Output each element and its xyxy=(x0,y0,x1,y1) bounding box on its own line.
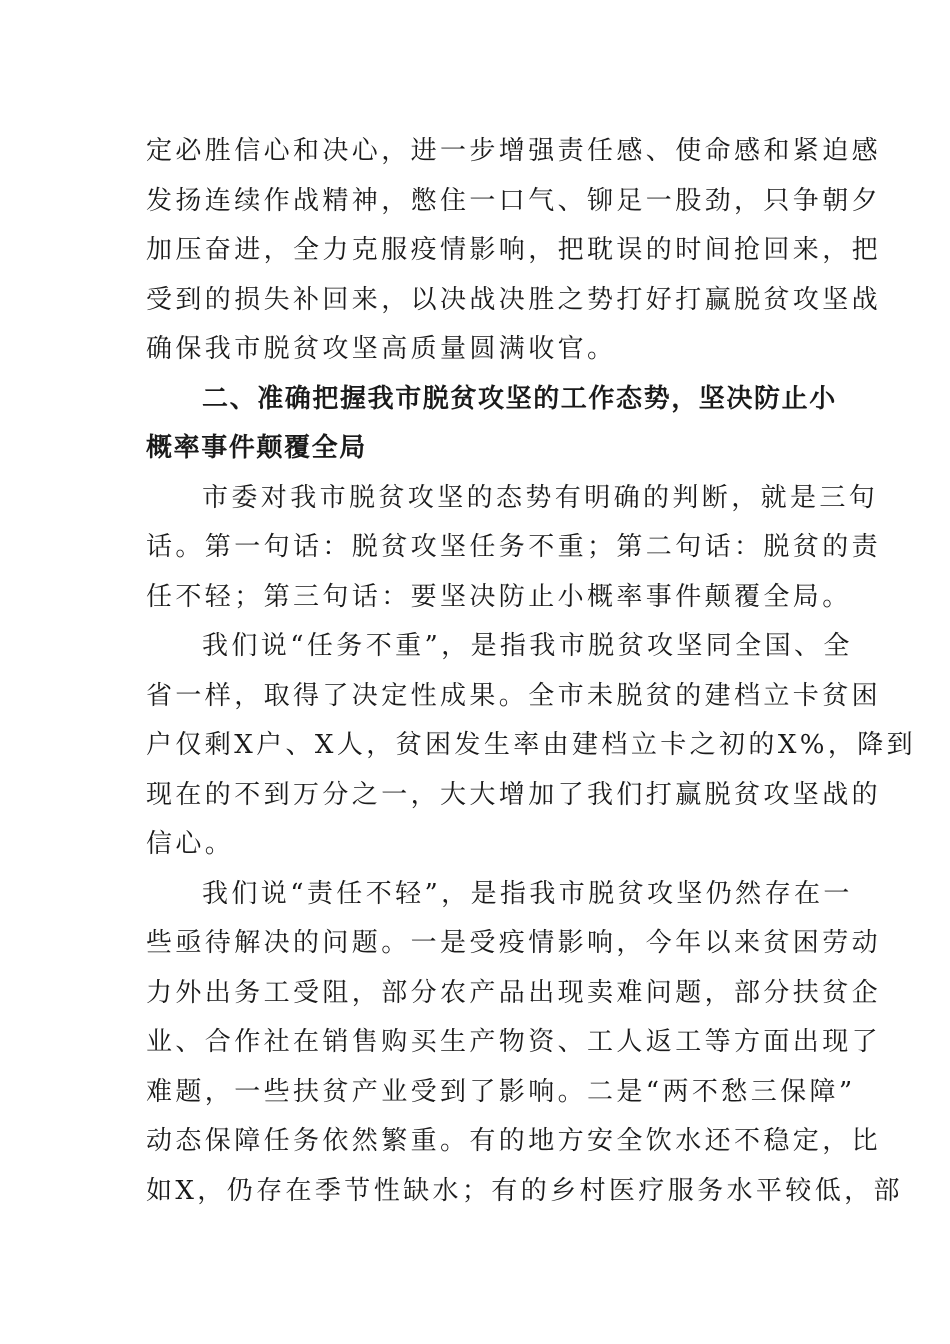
text-line: 动态保障任务依然繁重。有的地方安全饮水还不稳定，比 xyxy=(146,1126,882,1156)
text-line: 户仅剩X户、X人，贫困发生率由建档立卡之初的X%，降到 xyxy=(146,730,917,760)
text-line: 如X，仍存在季节性缺水；有的乡村医疗服务水平较低，部 xyxy=(146,1175,903,1206)
section-heading-continued: 概率事件颠覆全局 xyxy=(146,433,367,463)
text-line: 确保我市脱贫攻坚高质量圆满收官。 xyxy=(146,334,617,364)
text-line: 受到的损失补回来，以决战决胜之势打好打赢脱贫攻坚战 xyxy=(146,284,882,315)
paragraph-start: 我们说“任务不重”，是指我市脱贫攻坚同全国、全 xyxy=(202,631,853,661)
text-line: 话。第一句话：脱贫攻坚任务不重；第二句话：脱贫的责 xyxy=(146,532,882,562)
text-line: 定必胜信心和决心，进一步增强责任感、使命感和紧迫感 xyxy=(146,136,882,166)
text-line: 省一样，取得了决定性成果。全市未脱贫的建档立卡贫困 xyxy=(146,680,882,711)
text-line: 加压奋进，全力克服疫情影响，把耽误的时间抢回来，把 xyxy=(146,235,882,265)
section-heading: 二、准确把握我市脱贫攻坚的工作态势，坚决防止小 xyxy=(202,383,837,414)
text-line: 力外出务工受阻，部分农产品出现卖难问题，部分扶贫企 xyxy=(146,977,882,1008)
text-line: 些亟待解决的问题。一是受疫情影响，今年以来贫困劳动 xyxy=(146,928,882,958)
text-line: 任不轻；第三句话：要坚决防止小概率事件颠覆全局。 xyxy=(146,581,852,612)
text-line: 发扬连续作战精神，憋住一口气、铆足一股劲，只争朝夕 xyxy=(146,185,882,216)
text-line: 难题，一些扶贫产业受到了影响。二是“两不愁三保障” xyxy=(146,1076,856,1107)
paragraph-start: 市委对我市脱贫攻坚的态势有明确的判断，就是三句 xyxy=(202,482,879,513)
text-line: 现在的不到万分之一，大大增加了我们打赢脱贫攻坚战的 xyxy=(146,779,882,810)
paragraph-start: 我们说“责任不轻”，是指我市脱贫攻坚仍然存在一 xyxy=(202,878,853,909)
text-line: 业、合作社在销售购买生产物资、工人返工等方面出现了 xyxy=(146,1027,882,1057)
body-text xyxy=(146,127,917,1216)
text-line: 信心。 xyxy=(146,829,235,859)
